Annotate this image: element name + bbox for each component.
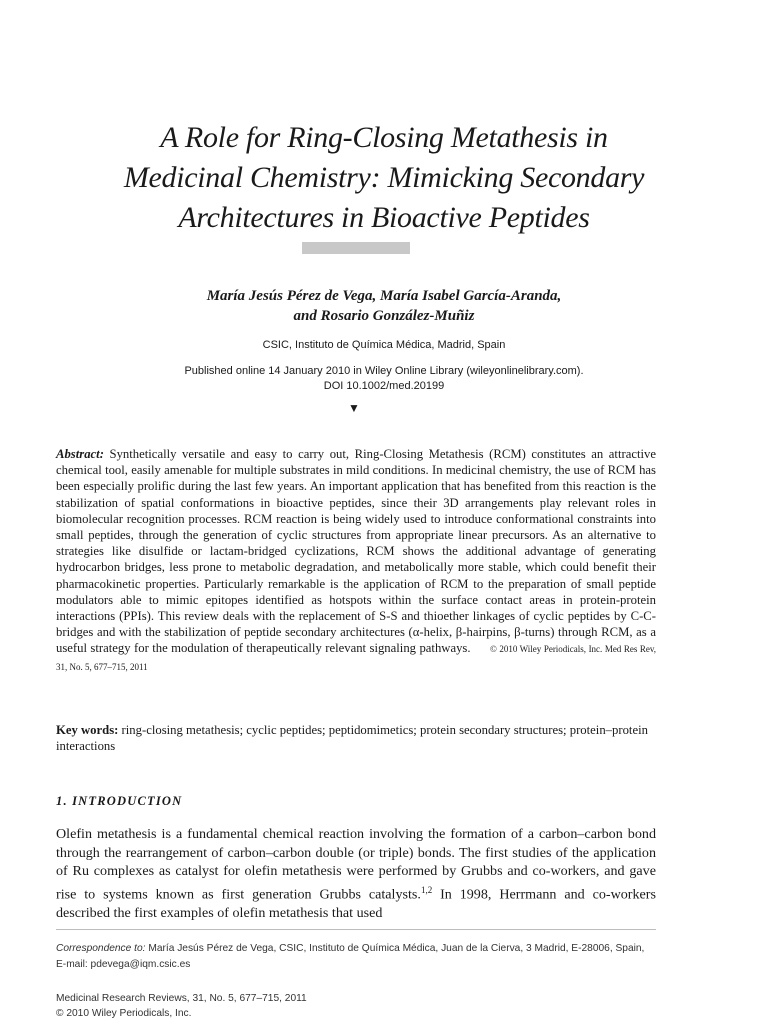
author-list: [40, 286, 728, 326]
title-divider: [302, 242, 410, 254]
correspondence-label: Correspondence to:: [56, 943, 146, 954]
keywords: [56, 722, 656, 754]
footnote-divider: [56, 929, 656, 930]
keywords-label: Key words:: [56, 723, 119, 737]
doi: DOI 10.1002/med.20199: [323, 380, 445, 392]
title-line: Medicinal Chemistry: Mimicking Secondary: [123, 161, 645, 194]
published-online: Published online 14 January 2010 in Wiley Online Library (wileyonlinelibrary.com).: [184, 365, 584, 377]
correspondence-text: María Jesús Pérez de Vega, CSIC, Instituto de Química Médica, Juan de la Cierva, 3 Madrid, E-28006, Spain,: [148, 943, 645, 954]
abstract-copyright: © 2010 Wiley Periodicals, Inc. Med Res Rev, 31, No. 5, 677–715, 2011: [56, 644, 656, 672]
abstract-text: Synthetically versatile and easy to carry out, Ring-Closing Metathesis (RCM) constitutes an attractive chemical tool, easily amenable for multiple substrates in mild conditions. In medicinal chemistry, the use of RCM has been especially prolific during the last few years. An important application that has benefited from this reaction is the stabilization of spatial conformations in bioactive peptides, since their 3D arrangements play relevant roles in biomolecular recognition processes. RCM reaction is being widely used to introduce conformational constraints into small peptides, through the generation of cyclic structures from appropriate linear precursors. As an alternative to strategies like disulfide or lactam-bridged cyclizations, RCM shows the additional advantage of generating hydrocarbon bridges, less prone to metabolic degradation, and metabolically more stable, which could benefit their pharmacokinetic properties. Particularly remarkable is the application of RCM to the preparation of small peptide modulators able to mimic epitopes identified as hotspots within the surface contact areas in protein-protein interactions (PPIs). This review deals with the replacement of S-S and thioether linkages of cyclic peptides by C-C-bridges and with the stabilization of peptide secondary architectures (α-helix, β-hairpins, β-turns) through RCM, as a useful strategy for the modulation of therapeutically relevant signaling pathways.: [56, 447, 656, 656]
keywords-text: ring-closing metathesis; cyclic peptides; peptidomimetics; protein secondary structures; protein–protein interactions: [56, 723, 648, 753]
journal-citation: Medicinal Research Reviews, 31, No. 5, 677–715, 2011: [56, 993, 307, 1004]
title-line: A Role for Ring-Closing Metathesis in: [160, 121, 608, 154]
affiliation: CSIC, Instituto de Química Médica, Madrid, Spain: [262, 339, 506, 351]
section-marker-icon: ▼: [348, 401, 360, 415]
introduction-text: [56, 825, 656, 923]
title-line: Architectures in Bioactive Peptides: [178, 201, 590, 234]
journal-info: [56, 991, 456, 1021]
correspondence-email[interactable]: E-mail: pdevega@iqm.csic.es: [56, 959, 191, 970]
correspondence-footnote: [56, 941, 696, 973]
article-title: [40, 118, 728, 238]
author-line: María Jesús Pérez de Vega, María Isabel García-Aranda,: [206, 288, 562, 304]
publication-info: [40, 364, 728, 394]
abstract-label: Abstract:: [56, 447, 104, 461]
intro-body-cont: In 1998, Herrmann and co-workers described the first examples of olefin metathesis that used: [56, 886, 656, 922]
reference-citation[interactable]: 1,2: [420, 884, 433, 895]
intro-body: Olefin metathesis is a fundamental chemical reaction involving the formation of a carbon–carbon bond through the rearrangement of carbon–carbon double (or triple) bonds. The first studies of the application of Ru complexes as catalyst for olefin metathesis were performed by Grubbs and co-workers, and gave rise to systems known as first generation Grubbs catalysts.: [56, 826, 656, 903]
author-line: and Rosario González-Muñiz: [293, 308, 475, 324]
section-heading: 1. INTRODUCTION: [56, 794, 183, 808]
journal-copyright: © 2010 Wiley Periodicals, Inc.: [56, 1008, 192, 1019]
abstract: [56, 446, 656, 675]
